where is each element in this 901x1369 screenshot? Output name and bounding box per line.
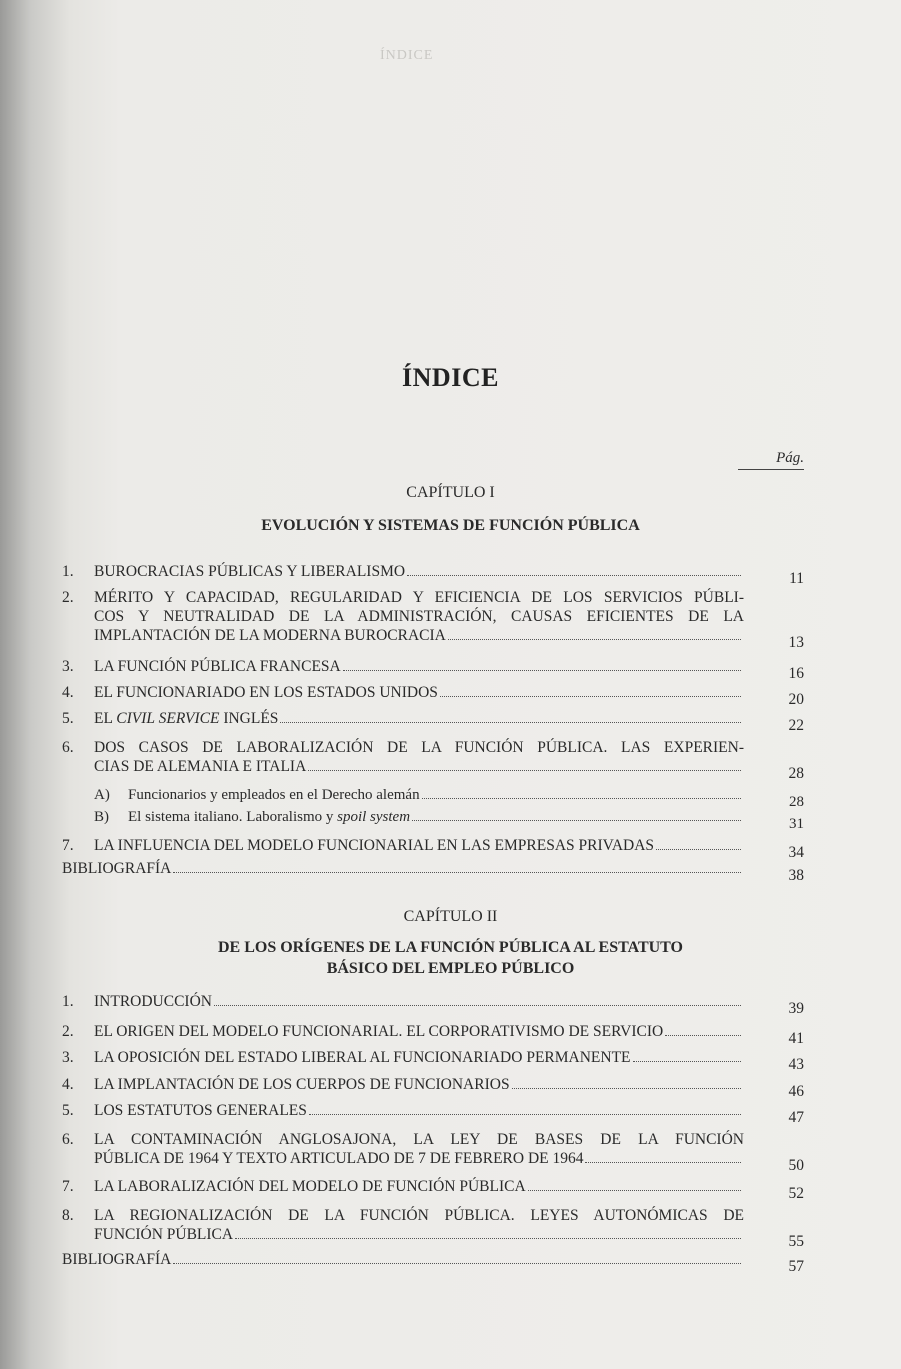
toc-entry-text: [94, 562, 744, 581]
toc-page-number: 55: [788, 1233, 804, 1250]
toc-entry: [62, 738, 804, 782]
toc-entry-line: IMPLANTACIÓN DE LA MODERNA BUROCRACIA: [94, 626, 744, 645]
toc-entry-line: LA INFLUENCIA DEL MODELO FUNCIONARIAL EN LAS EMPRESAS PRIVADAS: [94, 836, 744, 855]
toc-entry: [62, 1075, 804, 1100]
toc-entry-text: [94, 709, 744, 728]
toc-entry-number: 2.: [62, 589, 74, 606]
toc-entry-text: [94, 1206, 744, 1244]
toc-entry-text: [94, 1048, 744, 1067]
toc-page-number: 13: [788, 634, 804, 651]
toc-page-number: 38: [788, 867, 804, 884]
toc-entry-number: 3.: [62, 1049, 74, 1066]
toc-entry-line: Funcionarios y empleados en el Derecho alemán: [128, 786, 744, 805]
toc-entry-text: [94, 738, 744, 776]
toc-entry-number: 5.: [62, 1102, 74, 1119]
toc-entry-number: 5.: [62, 710, 74, 727]
toc-page-number: 39: [788, 1000, 804, 1017]
toc-entry-text: [94, 1130, 744, 1168]
toc-entry-number: 6.: [62, 1131, 74, 1148]
dot-leader: [280, 722, 741, 723]
toc-page-number: 47: [788, 1109, 804, 1126]
toc-page-number: 52: [788, 1185, 804, 1202]
toc-entry: [94, 808, 804, 832]
dot-leader: [173, 872, 741, 873]
toc-entry-line: EL ORIGEN DEL MODELO FUNCIONARIAL. EL CORPORATIVISMO DE SERVICIO: [94, 1022, 744, 1041]
dot-leader: [308, 770, 741, 771]
dot-leader: [512, 1088, 741, 1089]
dot-leader: [440, 696, 741, 697]
toc-page-number: 31: [789, 816, 804, 832]
toc-entry-line: MÉRITO Y CAPACIDAD, REGULARIDAD Y EFICIENCIA DE LOS SERVICIOS PÚBLI-: [94, 589, 744, 606]
toc-entry-number: 2.: [62, 1023, 74, 1040]
dot-leader: [173, 1263, 741, 1264]
toc-entry-number: 7.: [62, 1178, 74, 1195]
dot-leader: [633, 1061, 741, 1062]
chapter-1-title-line: EVOLUCIÓN Y SISTEMAS DE FUNCIÓN PÚBLICA: [261, 517, 640, 534]
toc-entry-line: El sistema italiano. Laboralismo y spoil system: [128, 808, 744, 827]
toc-page-number: 34: [788, 844, 804, 861]
toc-entry: [62, 1250, 804, 1275]
toc-page-number: 50: [788, 1157, 804, 1174]
toc-page-number: 28: [789, 794, 804, 810]
toc-entry: [62, 657, 804, 682]
chapter-2-title-line: BÁSICO DEL EMPLEO PÚBLICO: [326, 960, 575, 977]
toc-entry-line: LA CONTAMINACIÓN ANGLOSAJONA, LA LEY DE BASES DE LA FUNCIÓN: [94, 1131, 744, 1148]
toc-entry-text: [62, 859, 744, 878]
toc-entry: [94, 786, 804, 810]
toc-entry-line: LA REGIONALIZACIÓN DE LA FUNCIÓN PÚBLICA. LEYES AUTONÓMICAS DE: [94, 1207, 744, 1224]
toc-entry-line: BUROCRACIAS PÚBLICAS Y LIBERALISMO: [94, 562, 744, 581]
bleed-through-header: ÍNDICE: [380, 48, 434, 63]
dot-leader: [214, 1005, 741, 1006]
dot-leader: [407, 575, 741, 576]
toc-page-number: 28: [788, 765, 804, 782]
page-column-label: Pág.: [738, 450, 804, 470]
toc-entry-text: [128, 786, 744, 805]
toc-entry-line: EL CIVIL SERVICE INGLÉS: [94, 709, 744, 728]
toc-entry-number: 4.: [62, 684, 74, 701]
toc-entry: [62, 859, 804, 884]
toc-entry-line: LA IMPLANTACIÓN DE LOS CUERPOS DE FUNCIONARIOS: [94, 1075, 744, 1094]
toc-entry-line: DOS CASOS DE LABORALIZACIÓN DE LA FUNCIÓN PÚBLICA. LAS EXPERIEN-: [94, 739, 744, 756]
toc-page-number: 16: [788, 665, 804, 682]
toc-entry-line: LA FUNCIÓN PÚBLICA FRANCESA: [94, 657, 744, 676]
chapter-2-title-line: DE LOS ORÍGENES DE LA FUNCIÓN PÚBLICA AL ESTATUTO: [217, 939, 683, 956]
toc-entry-line: LA LABORALIZACIÓN DEL MODELO DE FUNCIÓN PÚBLICA: [94, 1177, 744, 1196]
toc-entry-text: [94, 1177, 744, 1196]
page-title: ÍNDICE: [402, 363, 499, 392]
toc-entry: [62, 836, 804, 861]
chapter-2-label: CAPÍTULO II: [403, 908, 498, 925]
toc-entry: [62, 588, 804, 651]
dot-leader: [585, 1162, 741, 1163]
toc-entry-number: 1.: [62, 563, 74, 580]
toc-entry: [62, 683, 804, 708]
dot-leader: [235, 1238, 741, 1239]
toc-entry-line: EL FUNCIONARIADO EN LOS ESTADOS UNIDOS: [94, 683, 744, 702]
toc-entry-text: [94, 1022, 744, 1041]
toc-page-number: 46: [788, 1083, 804, 1100]
toc-entry-number: 4.: [62, 1076, 74, 1093]
toc-entry-number: 8.: [62, 1207, 74, 1224]
toc-entry-text: [94, 683, 744, 702]
toc-entry: [62, 1130, 804, 1174]
toc-entry-number: B): [94, 809, 109, 825]
toc-entry: [62, 562, 804, 587]
toc-entry-line: INTRODUCCIÓN: [94, 992, 744, 1011]
toc-entry-text: [94, 836, 744, 855]
toc-page-number: 22: [788, 717, 804, 734]
toc-entry-text: [94, 1101, 744, 1120]
dot-leader: [309, 1114, 741, 1115]
toc-page-number: 20: [788, 691, 804, 708]
chapter-1-label: CAPÍTULO I: [406, 484, 495, 501]
toc-entry-text: [94, 657, 744, 676]
toc-entry-number: 7.: [62, 837, 74, 854]
toc-entry: [62, 1101, 804, 1126]
toc-entry-line: BIBLIOGRAFÍA: [62, 1250, 744, 1269]
toc-entry: [62, 1177, 804, 1202]
toc-page-number: 11: [789, 570, 804, 587]
toc-entry-number: 6.: [62, 739, 74, 756]
toc-entry: [62, 709, 804, 734]
toc-page-number: 57: [788, 1258, 804, 1275]
toc-entry-text: [94, 1075, 744, 1094]
toc-entry: [62, 992, 804, 1017]
toc-entry-line: PÚBLICA DE 1964 Y TEXTO ARTICULADO DE 7 DE FEBRERO DE 1964: [94, 1149, 744, 1168]
toc-page-number: 43: [788, 1056, 804, 1073]
toc-page-number: 41: [788, 1030, 804, 1047]
toc-entry-text: [62, 1250, 744, 1269]
toc-entry-line: LA OPOSICIÓN DEL ESTADO LIBERAL AL FUNCIONARIADO PERMANENTE: [94, 1048, 744, 1067]
toc-entry: [62, 1048, 804, 1073]
dot-leader: [422, 798, 741, 799]
toc-entry-line: FUNCIÓN PÚBLICA: [94, 1225, 744, 1244]
toc-entry-number: 3.: [62, 658, 74, 675]
toc-entry-line: LOS ESTATUTOS GENERALES: [94, 1101, 744, 1120]
chapter-1-title: [0, 515, 901, 536]
dot-leader: [665, 1035, 741, 1036]
toc-entry: [62, 1022, 804, 1047]
toc-entry-line: CIAS DE ALEMANIA E ITALIA: [94, 757, 744, 776]
toc-entry-line: BIBLIOGRAFÍA: [62, 859, 744, 878]
toc-entry-line: COS Y NEUTRALIDAD DE LA ADMINISTRACIÓN, CAUSAS EFICIENTES DE LA: [94, 608, 744, 625]
dot-leader: [448, 639, 741, 640]
toc-entry-number: A): [94, 787, 110, 803]
toc-entry-text: [94, 588, 744, 645]
toc-entry-text: [128, 808, 744, 827]
dot-leader: [343, 670, 741, 671]
dot-leader: [528, 1190, 741, 1191]
dot-leader: [412, 820, 741, 821]
dot-leader: [656, 849, 741, 850]
toc-entry: [62, 1206, 804, 1250]
chapter-2-title: [0, 937, 901, 979]
toc-entry-number: 1.: [62, 993, 74, 1010]
toc-entry-text: [94, 992, 744, 1011]
